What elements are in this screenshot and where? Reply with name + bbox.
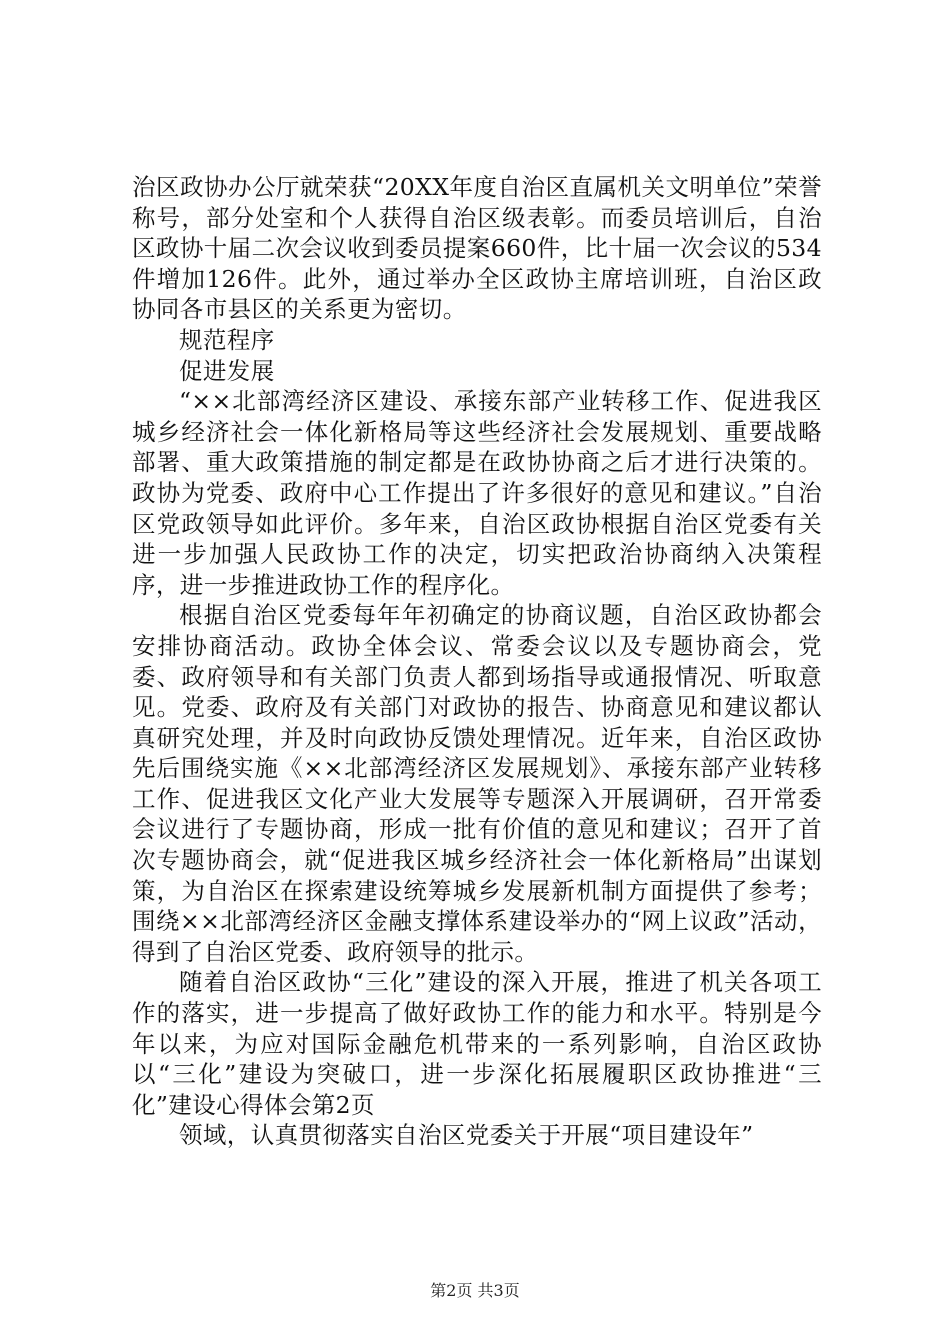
page-footer: 第2页 共3页 — [430, 1281, 520, 1300]
paragraph: 领域，认真贯彻落实自治区党委关于开展“项目建设年” — [179, 1121, 754, 1150]
paragraph: 根据自治区党委每年年初确定的协商议题，自治区政协都会安排协商活动。政协全体会议、常委会议以及专题协商会，党委、政府领导和有关部门负责人都到场指导或通报情况、听取意见。党委、政府及有关部门对政协的报告、协商意见和建议都认真研究处理，并及时向政协反馈处理情况。近年来，自治区政协先后围绕实施《××北部湾经济区发展规划》、承接东部产业转移工作、促进我区文化产业大发展等专题深入开展调研，召开常委会议进行了专题协商，形成一批有价值的意见和建议；召开了首次专题协商会，就“促进我区城乡经济社会一体化新格局”出谋划策，为自治区在探索建设统筹城乡发展新机制方面提供了参考；围绕××北部湾经济区金融支撑体系建设举办的“网上议政”活动，得到了自治区党委、政府领导的批示。 — [132, 601, 822, 966]
section-heading: 规范程序 — [179, 325, 275, 354]
paragraph: 随着自治区政协“三化”建设的深入开展，推进了机关各项工作的落实，进一步提高了做好政协工作的能力和水平。特别是今年以来，为应对国际金融危机带来的一系列影响，自治区政协以“三化”建设为突破口，进一步深化拓展履职区政协推进“三化”建设心得体会第2页 — [132, 968, 822, 1119]
document-body — [132, 172, 822, 1151]
section-heading: 促进发展 — [179, 356, 275, 385]
paragraph: 治区政协办公厅就荣获“20XX年度自治区直属机关文明单位”荣誉称号，部分处室和个人获得自治区级表彰。而委员培训后，自治区政协十届二次会议收到委员提案660件，比十届一次会议的534件增加126件。此外，通过举办全区政协主席培训班，自治区政协同各市县区的关系更为密切。 — [132, 173, 822, 324]
paragraph: “××北部湾经济区建设、承接东部产业转移工作、促进我区城乡经济社会一体化新格局等这些经济社会发展规划、重要战略部署、重大政策措施的制定都是在政协协商之后才进行决策的。政协为党委、政府中心工作提出了许多很好的意见和建议。”自治区党政领导如此评价。多年来，自治区政协根据自治区党委有关进一步加强人民政协工作的决定，切实把政治协商纳入决策程序，进一步推进政协工作的程序化。 — [132, 387, 822, 599]
